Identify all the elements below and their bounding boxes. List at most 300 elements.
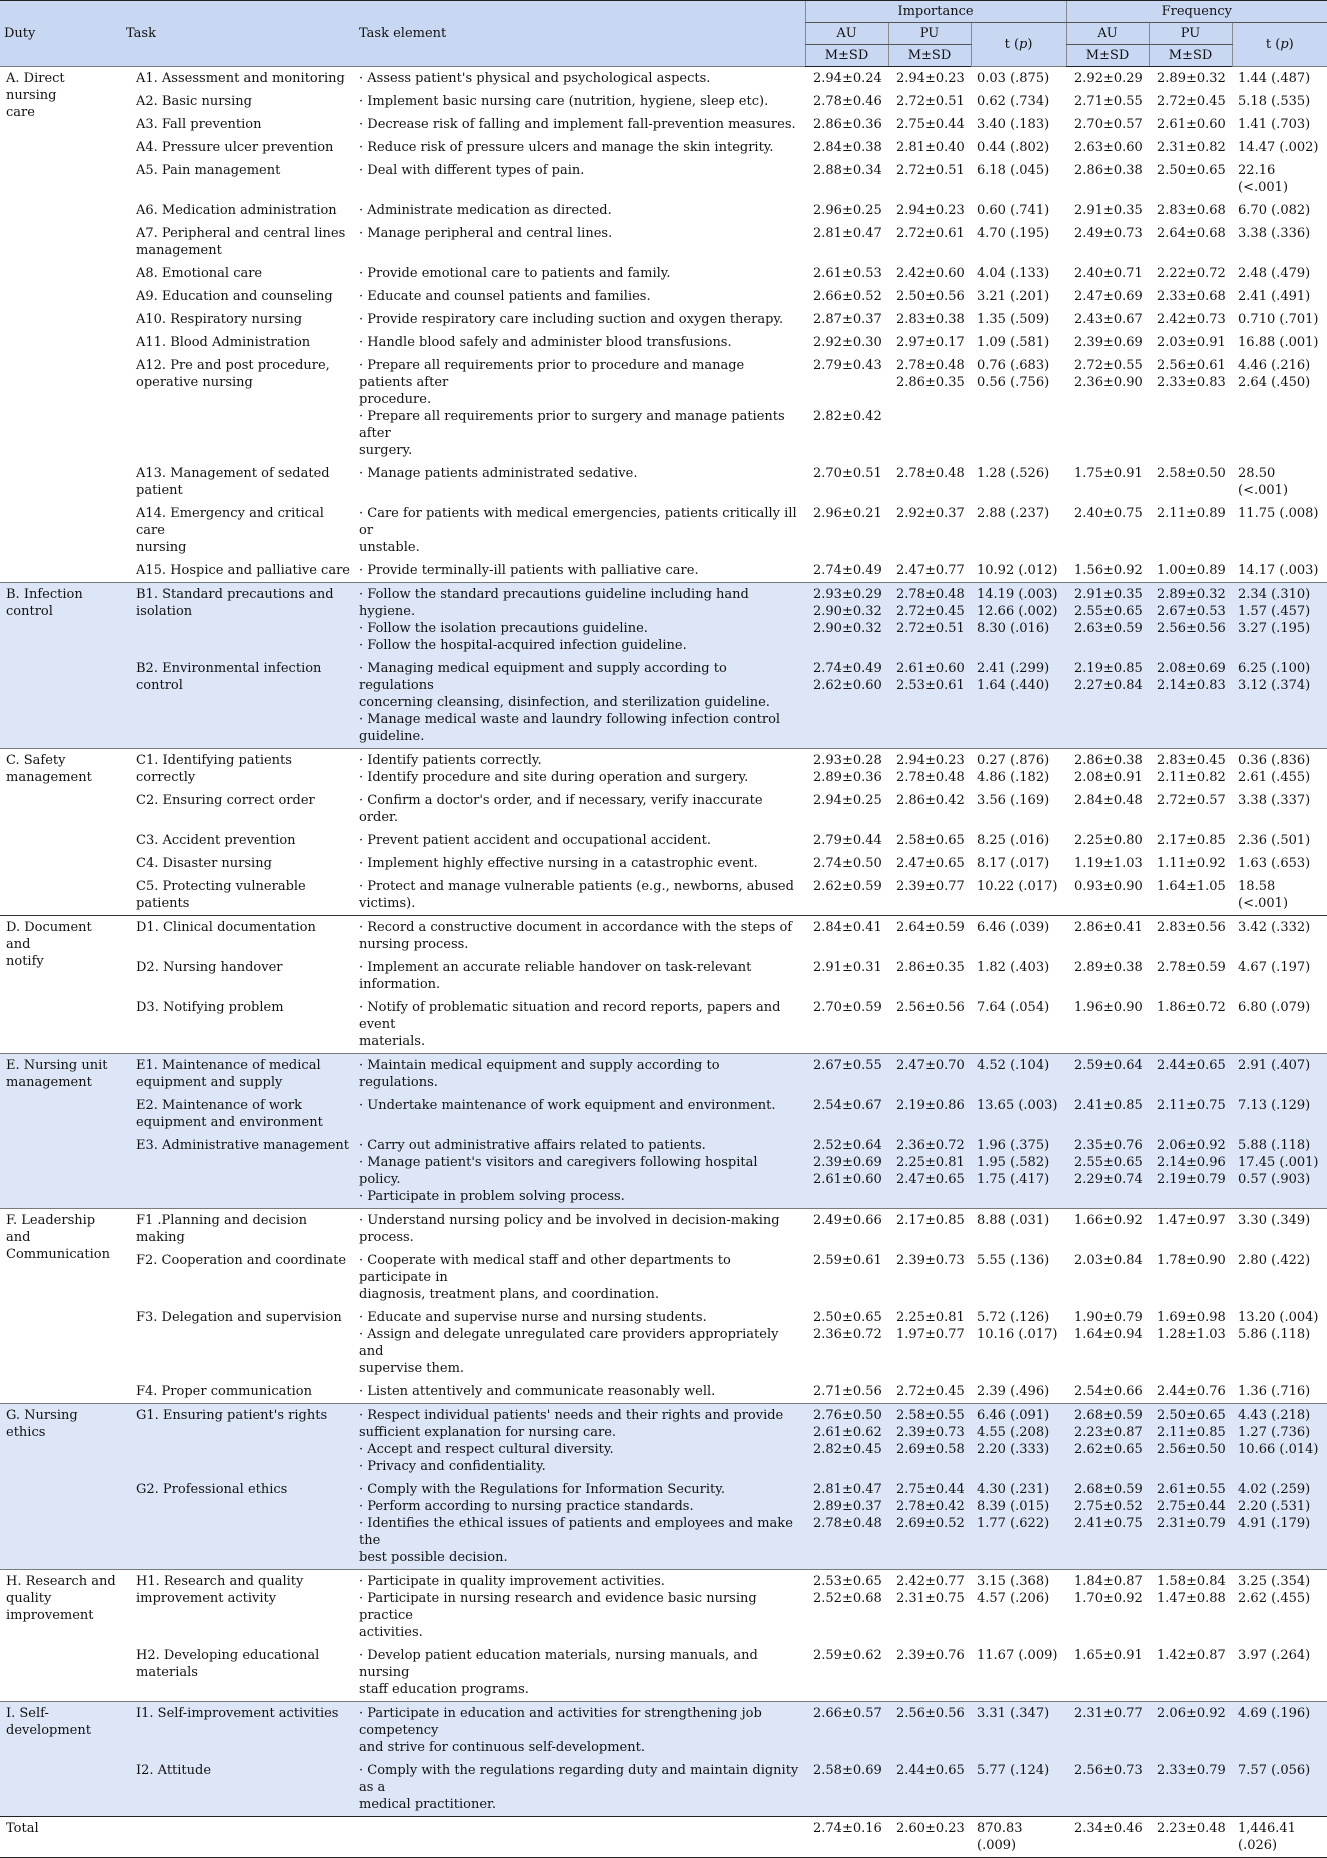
importance-pu: 2.42±0.77 2.31±0.75 [888, 1570, 971, 1645]
importance-au: 2.78±0.46 [813, 94, 882, 109]
importance-au: 2.49±0.66 [805, 1209, 888, 1250]
importance-au: 2.59±0.61 [813, 1253, 882, 1268]
frequency-pu: 2.44±0.76 [1157, 1384, 1226, 1399]
task-elements: · Notify of problematic situation and record reports, papers and event materials. [359, 1000, 781, 1049]
importance-pu: 2.56±0.56 [888, 1702, 971, 1760]
importance-au: 2.91±0.31 [813, 960, 882, 975]
task-elements: · Listen attentively and communicate reasonably well. [359, 1384, 716, 1399]
frequency-pu: 2.17±0.85 [1157, 833, 1226, 848]
importance-pu: 2.39±0.77 [896, 879, 965, 894]
total-importance-au: 2.74±0.16 [805, 1817, 888, 1858]
task-elements: · Carry out administrative affairs related to patients. · Manage patient's visitors and caregivers following hospital policy. · Participate in problem solving process. [359, 1138, 758, 1204]
importance-t: 4.30 (.231) 8.39 (.015) 1.77 (.622) [977, 1482, 1050, 1531]
frequency-pu: 2.83±0.45 2.11±0.82 [1149, 749, 1232, 790]
task-elements: · Develop patient education materials, nursing manuals, and nursing staff education programs. [359, 1648, 758, 1697]
frequency-au: 2.91±0.35 [1074, 203, 1143, 218]
importance-t: 0.44 (.802) [977, 140, 1050, 155]
task-name: D1. Clinical documentation [122, 916, 355, 957]
task-name: C5. Protecting vulnerable patients [136, 879, 306, 911]
task-name: A10. Respiratory nursing [136, 312, 303, 327]
importance-t: 14.19 (.003) 12.66 (.002) 8.30 (.016) [971, 583, 1066, 658]
importance-pu: 2.50±0.56 [896, 289, 965, 304]
task-elements: · Protect and manage vulnerable patients (e.g., newborns, abused victims). [359, 879, 794, 911]
task-name: A3. Fall prevention [136, 117, 262, 132]
task-name: C2. Ensuring correct order [136, 793, 315, 808]
frequency-t: 18.58 (<.001) [1238, 879, 1289, 911]
importance-pu: 2.78±0.48 [896, 466, 965, 481]
frequency-au: 2.40±0.75 [1074, 506, 1143, 521]
task-elements: · Deal with different types of pain. [359, 163, 585, 178]
importance-au: 2.96±0.21 [813, 506, 882, 521]
task-name: A9. Education and counseling [136, 289, 333, 304]
frequency-pu: 2.22±0.72 [1157, 266, 1226, 281]
task-name: F2. Cooperation and coordinate [136, 1253, 347, 1268]
importance-t: 10.92 (.012) [977, 563, 1058, 578]
table-row [0, 996, 1327, 1054]
frequency-t: 1.63 (.653) [1238, 856, 1311, 871]
importance-pu: 2.39±0.76 [896, 1648, 965, 1663]
table-row [0, 1380, 1327, 1404]
importance-t: 3.40 (.183) [977, 117, 1050, 132]
task-elements: · Comply with the Regulations for Information Security. · Perform according to nursing practice standards. · Identifies the ethical issues of patients and employees and make the best possible decision. [359, 1482, 793, 1565]
importance-pu: 2.64±0.59 [888, 916, 971, 957]
importance-au: 2.67±0.55 [805, 1054, 888, 1095]
frequency-au: 1.96±0.90 [1074, 1000, 1143, 1015]
frequency-au: 2.92±0.29 [1066, 67, 1149, 91]
importance-pu: 2.78±0.48 2.86±0.35 [896, 358, 965, 390]
table-row [0, 1306, 1327, 1380]
task-name: A11. Blood Administration [136, 335, 311, 350]
importance-pu: 2.83±0.38 [896, 312, 965, 327]
frequency-pu: 2.58±0.50 [1157, 466, 1226, 481]
duty-group [0, 1404, 1327, 1570]
importance-au: 2.94±0.25 [813, 793, 882, 808]
frequency-t: 6.25 (.100) 3.12 (.374) [1238, 661, 1311, 693]
frequency-au: 2.03±0.84 [1074, 1253, 1143, 1268]
task-name: A15. Hospice and palliative care [136, 563, 350, 578]
table-row [0, 657, 1327, 749]
frequency-au: 1.56±0.92 [1074, 563, 1143, 578]
frequency-pu: 2.83±0.56 [1149, 916, 1232, 957]
frequency-au: 2.54±0.66 [1074, 1384, 1143, 1399]
task-name: A5. Pain management [136, 163, 281, 178]
task-elements: · Prepare all requirements prior to procedure and manage patients after procedure. · Prepare all requirements prior to surgery and manage patients after surgery. [359, 358, 785, 458]
table-row [0, 583, 1327, 658]
importance-au: 2.58±0.69 [813, 1763, 882, 1778]
table-row [0, 1054, 1327, 1095]
task-name: D2. Nursing handover [136, 960, 283, 975]
frequency-au: 2.86±0.41 [1066, 916, 1149, 957]
importance-pu: 2.94±0.23 [888, 67, 971, 91]
importance-t: 6.46 (.039) [971, 916, 1066, 957]
task-name: A7. Peripheral and central lines management [136, 226, 346, 258]
frequency-t: 4.69 (.196) [1232, 1702, 1327, 1760]
importance-pu: 2.56±0.56 [896, 1000, 965, 1015]
importance-t: 13.65 (.003) [977, 1098, 1058, 1113]
task-elements: · Implement basic nursing care (nutrition, hygiene, sleep etc). [359, 94, 769, 109]
task-elements: · Provide emotional care to patients and family. [359, 266, 671, 281]
duty-group [0, 583, 1327, 749]
frequency-au: 2.72±0.55 2.36±0.90 [1074, 358, 1143, 390]
frequency-au: 1.90±0.79 1.64±0.94 [1074, 1310, 1143, 1342]
frequency-t: 6.70 (.082) [1238, 203, 1311, 218]
importance-t: 5.72 (.126) 10.16 (.017) [977, 1310, 1058, 1342]
importance-pu: 2.92±0.37 [896, 506, 965, 521]
table-row [0, 1570, 1327, 1645]
frequency-t: 4.02 (.259) 2.20 (.531) 4.91 (.179) [1238, 1482, 1311, 1531]
frequency-t: 2.34 (.310) 1.57 (.457) 3.27 (.195) [1232, 583, 1327, 658]
frequency-pu: 2.78±0.59 [1157, 960, 1226, 975]
header-importance-au-msd: M±SD [805, 45, 888, 67]
task-elements: · Manage patients administrated sedative. [359, 466, 638, 481]
frequency-pu: 1.11±0.92 [1157, 856, 1226, 871]
frequency-au: 2.43±0.67 [1074, 312, 1143, 327]
importance-t: 0.76 (.683) 0.56 (.756) [977, 358, 1050, 390]
table-row [0, 222, 1327, 262]
importance-t: 4.04 (.133) [977, 266, 1050, 281]
task-name: H2. Developing educational materials [136, 1648, 320, 1680]
frequency-pu: 2.31±0.82 [1157, 140, 1226, 155]
table-row [0, 462, 1327, 502]
task-name: G1. Ensuring patient's rights [122, 1404, 355, 1479]
frequency-t: 0.710 (.701) [1238, 312, 1319, 327]
frequency-t: 7.13 (.129) [1238, 1098, 1311, 1113]
importance-t: 3.21 (.201) [977, 289, 1050, 304]
table-row [0, 262, 1327, 285]
frequency-pu: 2.44±0.65 [1149, 1054, 1232, 1095]
frequency-au: 2.86±0.38 [1074, 163, 1143, 178]
frequency-pu: 1.47±0.97 [1149, 1209, 1232, 1250]
task-name: I2. Attitude [136, 1763, 212, 1778]
importance-au: 2.66±0.57 [805, 1702, 888, 1760]
importance-t: 2.41 (.299) 1.64 (.440) [977, 661, 1050, 693]
frequency-pu: 2.11±0.75 [1157, 1098, 1226, 1113]
frequency-au: 2.86±0.38 2.08±0.91 [1066, 749, 1149, 790]
frequency-au: 2.71±0.55 [1074, 94, 1143, 109]
frequency-t: 3.38 (.337) [1238, 793, 1311, 808]
frequency-au: 1.65±0.91 [1074, 1648, 1143, 1663]
importance-t: 1.96 (.375) 1.95 (.582) 1.75 (.417) [977, 1138, 1050, 1187]
importance-au: 2.86±0.36 [813, 117, 882, 132]
table-row [0, 916, 1327, 957]
importance-t: 0.60 (.741) [977, 203, 1050, 218]
frequency-t: 1.44 (.487) [1232, 67, 1327, 91]
frequency-t: 13.20 (.004) 5.86 (.118) [1238, 1310, 1319, 1342]
duty-label: G. Nursing ethics [0, 1404, 122, 1570]
task-elements: · Provide respiratory care including suction and oxygen therapy. [359, 312, 784, 327]
task-elements: · Reduce risk of pressure ulcers and manage the skin integrity. [359, 140, 774, 155]
importance-au: 2.66±0.52 [813, 289, 882, 304]
frequency-au: 2.63±0.60 [1074, 140, 1143, 155]
importance-au: 2.79±0.43 2.82±0.42 [813, 358, 882, 424]
frequency-pu: 1.78±0.90 [1157, 1253, 1226, 1268]
frequency-pu: 2.03±0.91 [1157, 335, 1226, 350]
importance-pu: 2.72±0.61 [896, 226, 965, 241]
importance-pu: 2.78±0.48 2.72±0.45 2.72±0.51 [888, 583, 971, 658]
table-header [0, 1, 1327, 67]
importance-t: 7.64 (.054) [977, 1000, 1050, 1015]
frequency-pu: 2.33±0.68 [1157, 289, 1226, 304]
duty-group [0, 749, 1327, 916]
duty-label: A. Direct nursing care [0, 67, 122, 583]
importance-au: 2.74±0.49 [813, 563, 882, 578]
importance-pu: 2.72±0.45 [896, 1384, 965, 1399]
importance-t: 6.46 (.091) 4.55 (.208) 2.20 (.333) [971, 1404, 1066, 1479]
header-duty: Duty [0, 1, 122, 67]
importance-pu: 2.94±0.23 2.78±0.48 [888, 749, 971, 790]
frequency-pu: 2.89±0.32 2.67±0.53 2.56±0.56 [1149, 583, 1232, 658]
table-row [0, 285, 1327, 308]
task-name: F1 .Planning and decision making [122, 1209, 355, 1250]
importance-pu: 2.44±0.65 [896, 1763, 965, 1778]
frequency-pu: 1.00±0.89 [1157, 563, 1226, 578]
frequency-pu: 1.64±1.05 [1157, 879, 1226, 894]
frequency-t: 2.36 (.501) [1238, 833, 1311, 848]
table-row [0, 502, 1327, 559]
frequency-t: 2.80 (.422) [1238, 1253, 1311, 1268]
table-row [0, 1249, 1327, 1306]
frequency-t: 5.18 (.535) [1238, 94, 1311, 109]
importance-t: 5.77 (.124) [977, 1763, 1050, 1778]
importance-t: 3.31 (.347) [971, 1702, 1066, 1760]
importance-t: 4.52 (.104) [971, 1054, 1066, 1095]
importance-au: 2.53±0.65 2.52±0.68 [805, 1570, 888, 1645]
table-row [0, 113, 1327, 136]
task-elements: · Participate in education and activities for strengthening job competency and strive for continuous self-development. [355, 1702, 805, 1760]
importance-pu: 2.17±0.85 [888, 1209, 971, 1250]
frequency-au: 1.84±0.87 1.70±0.92 [1066, 1570, 1149, 1645]
importance-pu: 2.75±0.44 2.78±0.42 2.69±0.52 [896, 1482, 965, 1531]
task-elements: · Educate and supervise nurse and nursing students. · Assign and delegate unregulated care providers appropriately and supervise them. [359, 1310, 779, 1376]
header-importance-t: t (p) [971, 23, 1066, 67]
frequency-au: 2.49±0.73 [1074, 226, 1143, 241]
frequency-au: 2.35±0.76 2.55±0.65 2.29±0.74 [1074, 1138, 1143, 1187]
frequency-t: 0.36 (.836) 2.61 (.455) [1232, 749, 1327, 790]
table-row [0, 1759, 1327, 1817]
frequency-au: 2.68±0.59 2.23±0.87 2.62±0.65 [1066, 1404, 1149, 1479]
header-frequency-au-msd: M±SD [1066, 45, 1149, 67]
importance-pu: 2.72±0.51 [896, 163, 965, 178]
task-elements: · Understand nursing policy and be involved in decision-making process. [355, 1209, 805, 1250]
importance-t: 8.17 (.017) [977, 856, 1050, 871]
importance-t: 6.18 (.045) [977, 163, 1050, 178]
importance-t: 11.67 (.009) [977, 1648, 1058, 1663]
importance-au: 2.70±0.59 [813, 1000, 882, 1015]
importance-pu: 2.61±0.60 2.53±0.61 [896, 661, 965, 693]
importance-t: 0.03 (.875) [971, 67, 1066, 91]
duty-group [0, 1570, 1327, 1702]
importance-t: 4.70 (.195) [977, 226, 1050, 241]
task-elements: · Administrate medication as directed. [359, 203, 612, 218]
frequency-t: 11.75 (.008) [1238, 506, 1319, 521]
frequency-pu: 2.64±0.68 [1157, 226, 1226, 241]
table-row [0, 1702, 1327, 1760]
table-row [0, 90, 1327, 113]
frequency-au: 2.40±0.71 [1074, 266, 1143, 281]
header-task-element: Task element [355, 1, 805, 67]
task-elements: · Handle blood safely and administer blood transfusions. [359, 335, 732, 350]
table-row [0, 354, 1327, 462]
task-elements: · Implement highly effective nursing in a catastrophic event. [359, 856, 758, 871]
frequency-pu: 2.11±0.89 [1157, 506, 1226, 521]
frequency-pu: 2.06±0.92 2.14±0.96 2.19±0.79 [1157, 1138, 1226, 1187]
task-elements: · Record a constructive document in accordance with the steps of nursing process. [355, 916, 805, 957]
frequency-au: 2.70±0.57 [1074, 117, 1143, 132]
frequency-au: 2.89±0.38 [1074, 960, 1143, 975]
table-row [0, 1094, 1327, 1134]
frequency-pu: 2.61±0.60 [1157, 117, 1226, 132]
importance-au: 2.50±0.65 2.36±0.72 [813, 1310, 882, 1342]
frequency-t: 14.17 (.003) [1238, 563, 1319, 578]
table-row [0, 1134, 1327, 1209]
frequency-pu: 2.61±0.55 2.75±0.44 2.31±0.79 [1157, 1482, 1226, 1531]
importance-pu: 2.47±0.70 [888, 1054, 971, 1095]
importance-t: 2.88 (.237) [977, 506, 1050, 521]
importance-pu: 2.42±0.60 [896, 266, 965, 281]
frequency-au: 1.75±0.91 [1074, 466, 1143, 481]
total-frequency-t: 1,446.41 (.026) [1232, 1817, 1327, 1858]
header-importance-au: AU [805, 23, 888, 45]
task-elements: · Care for patients with medical emergencies, patients critically ill or unstable. [359, 506, 797, 555]
importance-pu: 2.58±0.65 [896, 833, 965, 848]
duty-group [0, 1702, 1327, 1817]
duty-label: D. Document and notify [0, 916, 122, 1054]
task-elements: · Prevent patient accident and occupational accident. [359, 833, 712, 848]
duty-label: B. Infection control [0, 583, 122, 749]
importance-au: 2.54±0.67 [813, 1098, 882, 1113]
frequency-pu: 1.42±0.87 [1157, 1648, 1226, 1663]
task-elements: · Comply with the regulations regarding duty and maintain dignity as a medical practitioner. [359, 1763, 799, 1812]
task-name: F4. Proper communication [136, 1384, 312, 1399]
duty-group [0, 67, 1327, 583]
table-row [0, 1478, 1327, 1570]
task-name: A8. Emotional care [136, 266, 263, 281]
frequency-au: 0.93±0.90 [1074, 879, 1143, 894]
task-name: A6. Medication administration [136, 203, 337, 218]
task-name: D3. Notifying problem [136, 1000, 284, 1015]
importance-t: 10.22 (.017) [977, 879, 1058, 894]
table-row [0, 308, 1327, 331]
frequency-au: 2.19±0.85 2.27±0.84 [1074, 661, 1143, 693]
frequency-t: 1.36 (.716) [1238, 1384, 1311, 1399]
duty-group [0, 1209, 1327, 1404]
importance-au: 2.93±0.28 2.89±0.36 [805, 749, 888, 790]
header-frequency-pu-msd: M±SD [1149, 45, 1232, 67]
duty-label: F. Leadership and Communication [0, 1209, 122, 1404]
task-elements: · Participate in quality improvement activities. · Participate in nursing research and evidence basic nursing practice activities. [355, 1570, 805, 1645]
importance-t: 0.27 (.876) 4.86 (.182) [971, 749, 1066, 790]
importance-t: 1.09 (.581) [977, 335, 1050, 350]
importance-t: 0.62 (.734) [977, 94, 1050, 109]
frequency-au: 2.39±0.69 [1074, 335, 1143, 350]
importance-au: 2.81±0.47 [813, 226, 882, 241]
frequency-au: 2.41±0.85 [1074, 1098, 1143, 1113]
importance-pu: 2.86±0.42 [896, 793, 965, 808]
task-elements: · Implement an accurate reliable handover on task-relevant information. [359, 960, 752, 992]
frequency-au: 2.25±0.80 [1074, 833, 1143, 848]
frequency-au: 2.84±0.48 [1074, 793, 1143, 808]
task-name: E3. Administrative management [136, 1138, 349, 1153]
total-row [0, 1817, 1327, 1858]
task-name: F3. Delegation and supervision [136, 1310, 342, 1325]
task-name: A13. Management of sedated patient [136, 466, 330, 498]
table-row [0, 875, 1327, 916]
importance-au: 2.52±0.64 2.39±0.69 2.61±0.60 [813, 1138, 882, 1187]
task-name: A12. Pre and post procedure, operative nursing [136, 358, 330, 390]
importance-au: 2.87±0.37 [813, 312, 882, 327]
task-elements: · Identify patients correctly. · Identify procedure and site during operation and surgery. [355, 749, 805, 790]
task-name: H1. Research and quality improvement activity [122, 1570, 355, 1645]
frequency-t: 5.88 (.118) 17.45 (.001) 0.57 (.903) [1238, 1138, 1319, 1187]
table-row [0, 956, 1327, 996]
importance-t: 5.55 (.136) [977, 1253, 1050, 1268]
importance-t: 8.25 (.016) [977, 833, 1050, 848]
task-elements: · Confirm a doctor's order, and if necessary, verify inaccurate order. [359, 793, 763, 825]
header-importance-pu-msd: M±SD [888, 45, 971, 67]
task-elements: · Respect individual patients' needs and their rights and provide sufficient explanation for nursing care. · Accept and respect cultural diversity. · Privacy and confidentiality. [355, 1404, 805, 1479]
task-name: A14. Emergency and critical care nursing [136, 506, 324, 555]
task-elements: · Cooperate with medical staff and other departments to participate in diagnosis, treatment plans, and coordination. [359, 1253, 731, 1302]
frequency-t: 3.30 (.349) [1232, 1209, 1327, 1250]
frequency-pu: 1.58±0.84 1.47±0.88 [1149, 1570, 1232, 1645]
frequency-au: 1.66±0.92 [1066, 1209, 1149, 1250]
task-name: A2. Basic nursing [136, 94, 252, 109]
importance-au: 2.84±0.38 [813, 140, 882, 155]
frequency-t: 3.38 (.336) [1238, 226, 1311, 241]
importance-au: 2.92±0.30 [813, 335, 882, 350]
duty-label: C. Safety management [0, 749, 122, 916]
table-row [0, 67, 1327, 91]
duty-group [0, 1054, 1327, 1209]
importance-au: 2.79±0.44 [813, 833, 882, 848]
frequency-pu: 2.56±0.61 2.33±0.83 [1157, 358, 1226, 390]
frequency-t: 14.47 (.002) [1238, 140, 1319, 155]
frequency-t: 2.48 (.479) [1238, 266, 1311, 281]
frequency-t: 1.41 (.703) [1238, 117, 1311, 132]
duty-label: I. Self- development [0, 1702, 122, 1817]
total-label: Total [0, 1817, 122, 1858]
header-importance-pu: PU [888, 23, 971, 45]
importance-t: 1.35 (.509) [977, 312, 1050, 327]
task-elements: · Maintain medical equipment and supply according to regulations. [355, 1054, 805, 1095]
header-frequency-pu: PU [1149, 23, 1232, 45]
frequency-au: 2.47±0.69 [1074, 289, 1143, 304]
frequency-pu: 1.86±0.72 [1157, 1000, 1226, 1015]
duty-label: E. Nursing unit management [0, 1054, 122, 1209]
frequency-pu: 2.50±0.65 [1157, 163, 1226, 178]
task-elements: · Follow the standard precautions guideline including hand hygiene. · Follow the isolation precautions guideline. · Follow the hospital-acquired infection guideline. [355, 583, 805, 658]
importance-pu: 2.72±0.51 [896, 94, 965, 109]
importance-au: 2.62±0.59 [813, 879, 882, 894]
importance-au: 2.74±0.49 2.62±0.60 [813, 661, 882, 693]
table-row [0, 829, 1327, 852]
importance-t: 3.15 (.368) 4.57 (.206) [971, 1570, 1066, 1645]
importance-pu: 2.47±0.77 [896, 563, 965, 578]
total-row-group [0, 1817, 1327, 1858]
task-elements: · Decrease risk of falling and implement fall-prevention measures. [359, 117, 796, 132]
header-task: Task [122, 1, 355, 67]
importance-t: 1.28 (.526) [977, 466, 1050, 481]
table-row [0, 136, 1327, 159]
importance-au: 2.84±0.41 [805, 916, 888, 957]
frequency-t: 22.16 (<.001) [1238, 163, 1289, 195]
total-frequency-au: 2.34±0.46 [1066, 1817, 1149, 1858]
frequency-pu: 2.08±0.69 2.14±0.83 [1157, 661, 1226, 693]
task-name: C4. Disaster nursing [136, 856, 272, 871]
table-row [0, 159, 1327, 199]
task-name: I1. Self-improvement activities [122, 1702, 355, 1760]
frequency-au: 2.59±0.64 [1066, 1054, 1149, 1095]
